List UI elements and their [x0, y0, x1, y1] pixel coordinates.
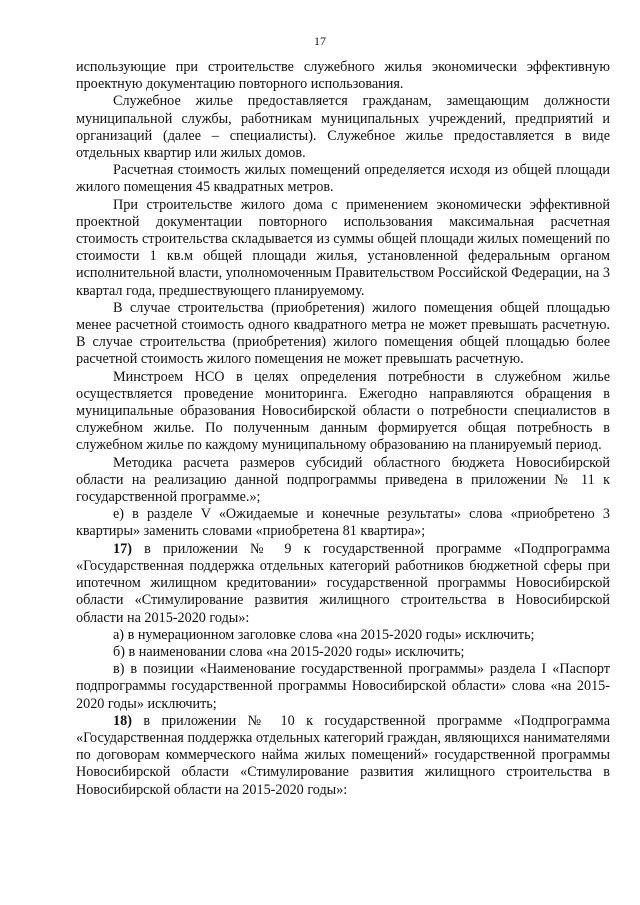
paragraph: [76, 455, 610, 507]
item-number: 17): [113, 540, 132, 557]
amendment-item-17: [76, 541, 610, 627]
paragraph: [76, 197, 610, 300]
paragraph: [76, 627, 610, 644]
paragraph-text: б) в наименовании слова «на 2015-2020 годы» исключить;: [113, 643, 465, 660]
paragraph-text: в приложении № 9 к государственной программе «Подпрограмма «Государственная поддержка отдельных категорий работников бюджетной сферы при ипотечном жилищном кредитовании» государственной программы Новосибирской области «Стимулирование развития жилищного строительства в Новосибирской области на 2015-2020 годы»:: [76, 540, 610, 626]
paragraph-text: Служебное жилье предоставляется гражданам, замещающим должности муниципальной службы, работникам муниципальных учреждений, предприятий и организаций (далее – специалисты). Служебное жилье предоставляется в виде отдельных квартир или жилых домов.: [76, 93, 610, 162]
paragraph-text: Методика расчета размеров субсидий областного бюджета Новосибирской области на реализацию данной подпрограммы приведена в приложении № 11 к государственной программе.»;: [76, 454, 610, 506]
paragraph: [76, 162, 610, 196]
item-number: 18): [113, 712, 132, 729]
paragraph-text: в приложении № 10 к государственной программе «Подпрограмма «Государственная поддержка отдельных категорий граждан, являющихся нанимателями по договорам коммерческого найма жилых помещений» государственной программы Новосибирской области «Стимулирование развития жилищного строительства в Новосибирской области на 2015-2020 годы»:: [76, 712, 610, 798]
document-body: [76, 59, 610, 799]
paragraph-text: в) в позиции «Наименование государственной программы» раздела I «Паспорт подпрограммы государственной программы Новосибирской области» слова «на 2015-2020 годы» исключить;: [76, 661, 610, 712]
paragraph: [76, 644, 610, 661]
paragraph-text: При строительстве жилого дома с применением экономически эффективной проектной документации повторного использования максимальная расчетная стоимость строительства складывается из суммы общей площади жилых помещений по стоимости 1 кв.м общей площади жилья, установленной федеральным органом исполнительной власти, уполномоченным Правительством Российской Федерации, на 3 квартал года, предшествующего планируемому.: [76, 196, 610, 299]
paragraph-text: В случае строительства (приобретения) жилого помещения общей площадью менее расчетной стоимость одного квадратного метра не может превышать расчетную. В случае строительства (приобретения) жилого помещения общей площадью более расчетной стоимость жилого помещения не может превышать расчетную.: [76, 299, 610, 368]
paragraph-text: использующие при строительстве служебного жилья экономически эффективную проектную документацию повторного использования.: [76, 59, 610, 93]
paragraph: [76, 369, 610, 455]
paragraph: [76, 506, 610, 540]
paragraph: [76, 59, 610, 93]
amendment-item-18: [76, 713, 610, 799]
paragraph-text: а) в нумерационном заголовке слова «на 2015-2020 годы» исключить;: [113, 626, 535, 643]
paragraph-text: Расчетная стоимость жилых помещений определяется исходя из общей площади жилого помещения 45 квадратных метров.: [76, 162, 610, 196]
paragraph: [76, 300, 610, 369]
paragraph-text: е) в разделе V «Ожидаемые и конечные результаты» слова «приобретено 3 квартиры» заменить словами «приобретена 81 квартира»;: [76, 506, 610, 540]
paragraph-text: Минстроем НСО в целях определения потребности в служебном жилье осуществляется проведение мониторинга. Ежегодно направляются обращения в муниципальные образования Новосибирской области о потребности специалистов в служебном жилье. По полученным данным формируется общая потребность в служебном жилье по каждому муниципальному образованию на планируемый период.: [76, 368, 610, 454]
paragraph: [76, 661, 610, 713]
paragraph: [76, 93, 610, 162]
page-number: 17: [314, 34, 326, 48]
